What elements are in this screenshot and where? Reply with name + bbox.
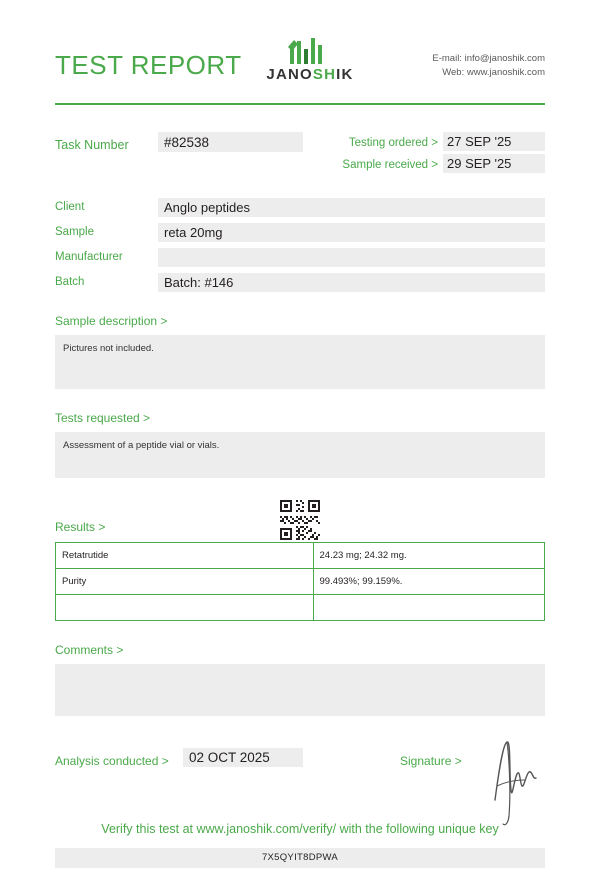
analysis-conducted-label: Analysis conducted > [55,754,169,768]
analysis-row [55,744,545,834]
logo-mark-icon [280,38,340,64]
field-client-value: Anglo peptides [158,198,545,217]
dates-block [285,132,545,176]
field-batch-label: Batch [55,276,85,288]
field-batch-value: Batch: #146 [158,273,545,292]
report-content [55,0,545,106]
task-row [55,132,545,184]
qr-code-icon [278,498,322,542]
task-number-label: Task Number [55,138,129,152]
logo-text-part3: IK [336,66,354,83]
testing-ordered-row [285,132,545,154]
sample-description-title: Sample description > [55,314,168,328]
result-name-1: Purity [56,569,314,595]
contact-info [432,52,545,80]
signature-label: Signature > [400,754,462,768]
sample-received-row [285,154,545,176]
testing-ordered-label: Testing ordered > [348,137,438,149]
field-sample-label: Sample [55,226,94,238]
result-name-0: Retatrutide [56,543,314,569]
field-manufacturer [55,248,545,267]
results-title: Results > [55,520,106,534]
report-header [55,34,545,106]
field-client [55,198,545,217]
result-name-2 [56,595,314,621]
tests-requested-title: Tests requested > [55,411,151,425]
result-value-2 [313,595,545,621]
tests-requested-box: Assessment of a peptide vial or vials. [55,432,545,478]
contact-email: E-mail: info@janoshik.com [432,53,545,64]
sample-description-box: Pictures not included. [55,335,545,389]
contact-web: Web: www.janoshik.com [442,67,545,78]
logo-text-part2: SH [312,66,337,83]
result-value-1: 99.493%; 99.159%. [313,569,545,595]
field-sample-value: reta 20mg [158,223,545,242]
task-number-value-box [158,132,303,152]
janoshik-logo [260,38,360,83]
report-body [55,116,545,834]
testing-ordered-value: 27 SEP '25 [443,132,545,151]
sample-received-value: 29 SEP '25 [443,154,545,173]
field-sample [55,223,545,242]
verify-text: Verify this test at www.janoshik.com/verify/ with the following unique key [101,822,499,836]
logo-text-part1: JANO [266,66,313,83]
task-number-value: #82538 [164,135,210,150]
field-batch [55,273,545,292]
signature-icon [487,730,547,830]
results-header [55,498,545,542]
sample-received-label: Sample received > [342,159,438,171]
comments-title: Comments > [55,643,124,657]
field-client-label: Client [55,201,85,213]
logo-wordmark [260,66,360,83]
table-row [56,569,545,595]
result-value-0: 24.23 mg; 24.32 mg. [313,543,545,569]
unique-key-box: 7X5QYIT8DPWA [55,848,545,868]
results-table [55,542,545,621]
info-fields [55,198,545,292]
table-row [56,543,545,569]
field-manufacturer-label: Manufacturer [55,251,123,263]
field-manufacturer-value [158,248,545,267]
table-row [56,595,545,621]
page-title: TEST REPORT [55,50,242,80]
comments-box [55,664,545,716]
header-divider [55,103,545,105]
analysis-conducted-value: 02 OCT 2025 [183,748,303,767]
